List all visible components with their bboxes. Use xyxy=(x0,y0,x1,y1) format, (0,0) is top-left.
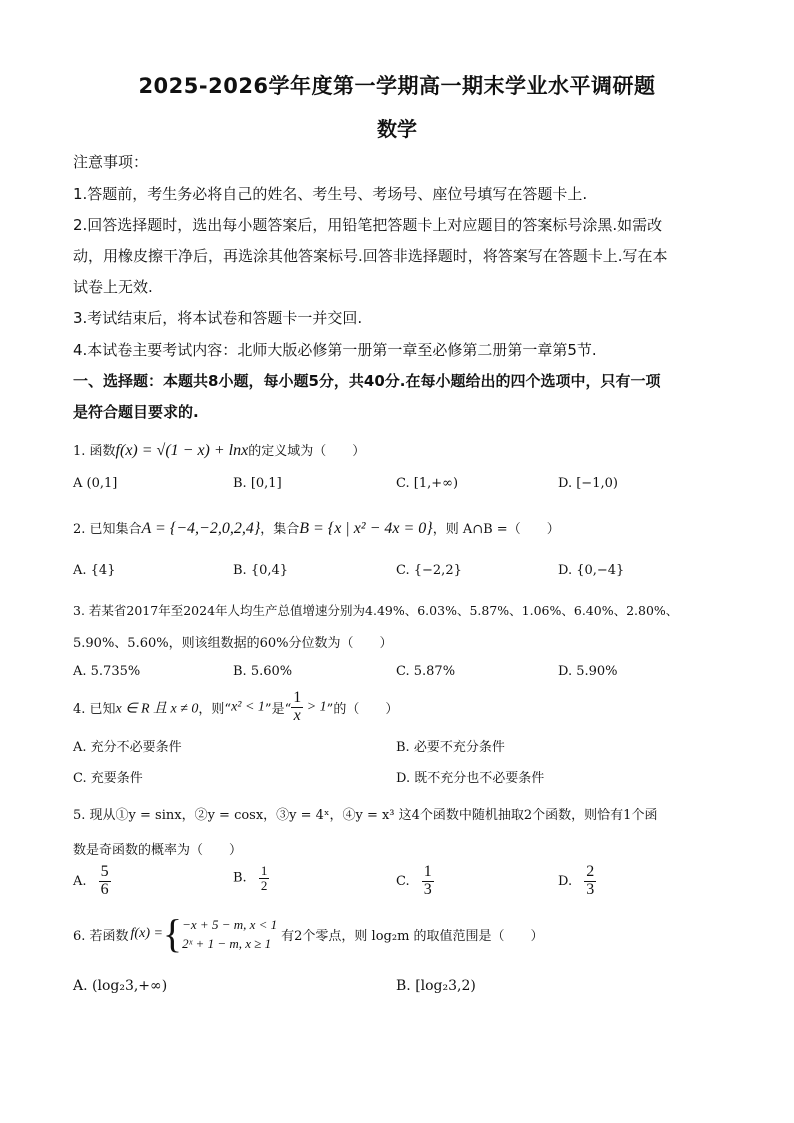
piecewise-brace: { xyxy=(162,911,183,956)
note-1: 1.答题前，考生务必将自己的姓名、考生号、考场号、座位号填写在答题卡上. xyxy=(73,185,588,203)
question-2-set-a: A = {−4,−2,0,2,4} xyxy=(141,520,261,537)
question-2-tail: ，则 A∩B =（ ） xyxy=(432,522,560,537)
note-2-line-1: 2.回答选择题时，选出每小题答案后，用铅笔把答题卡上对应题目的答案标号涂黑.如需改 xyxy=(73,216,663,234)
question-3-option-c: C. 5.87% xyxy=(396,664,456,679)
question-1-option-a: A (0,1] xyxy=(73,476,118,491)
section-heading-line-1: 一、选择题：本题共8小题，每小题5分，共40分.在每小题给出的四个选项中，只有一项 xyxy=(73,372,661,390)
question-5-option-a: A. $\frac{5}{6}$ xyxy=(73,863,109,898)
question-3-line-2: 5.90%、5.60%，则该组数据的60%分位数为（ ） xyxy=(73,636,393,651)
question-1-option-b: B. [0,1] xyxy=(233,476,282,491)
question-1-option-d: D. [−1,0) xyxy=(558,476,618,491)
question-1-option-c: C. [1,+∞) xyxy=(396,476,459,491)
note-2-line-2: 动，用橡皮擦干净后，再选涂其他答案标号.回答非选择题时，将答案写在答题卡上.写在本 xyxy=(73,247,668,265)
note-3: 3.考试结束后，将本试卷和答题卡一并交回. xyxy=(73,309,363,327)
question-6-pieces xyxy=(182,915,277,953)
note-2-line-3: 试卷上无效. xyxy=(73,278,153,296)
question-4-mid-1: ，则“ xyxy=(198,701,232,717)
question-3-option-b: B. 5.60% xyxy=(233,664,293,679)
question-4-mid-2: ”是“ xyxy=(264,701,292,717)
question-4-tail: ”的（ ） xyxy=(326,701,399,717)
question-4-p: x² < 1 xyxy=(231,699,265,715)
question-4-option-d: D. 既不充分也不必要条件 xyxy=(396,771,545,786)
question-1 xyxy=(73,440,365,460)
question-4-option-b: B. 必要不充分条件 xyxy=(396,740,505,755)
question-3-line-1: 3. 若某省2017年至2024年人均生产总值增速分别为4.49%、6.03%、5.87%、1.06%、6.40%、2.80%、 xyxy=(73,603,679,618)
question-2-set-b: B = {x | x² − 4x = 0} xyxy=(299,520,433,537)
subject-title: 数学 xyxy=(377,117,417,141)
question-6-option-b: B. [log₂3,2) xyxy=(396,978,476,994)
notes-heading: 注意事项： xyxy=(73,153,149,171)
question-6-piece-1: −x + 5 − m, x < 1 xyxy=(182,917,278,932)
question-6-stem: 6. 若函数 xyxy=(73,928,129,944)
question-5-option-b: B. $\frac{1}{2}$ xyxy=(233,863,268,893)
exam-title: 2025-2026学年度第一学期高一期末学业水平调研题 xyxy=(138,74,656,98)
question-4-option-a: A. 充分不必要条件 xyxy=(73,740,182,755)
question-2-option-b: B. {0,4} xyxy=(233,563,289,578)
question-1-tail: 的定义域为（ ） xyxy=(248,444,366,459)
section-heading-line-2: 是符合题目要求的. xyxy=(73,403,199,421)
question-2-stem: 2. 已知集合 xyxy=(73,522,142,537)
question-6-option-a: A. (log₂3,+∞) xyxy=(73,978,168,994)
question-3-option-d: D. 5.90% xyxy=(558,664,618,679)
question-5-line-1: 5. 现从①y = sinx，②y = cosx，③y = 4ˣ，④y = x³ 这4个函数中随机抽取2个函数，则恰有1个函 xyxy=(73,808,658,823)
question-6-function: f(x) = xyxy=(130,926,163,941)
question-2-option-a: A. {4} xyxy=(73,563,116,578)
question-4-q-tail: > 1 xyxy=(303,699,327,715)
question-4 xyxy=(73,690,398,725)
question-5-line-2: 数是奇函数的概率为（ ） xyxy=(73,843,243,858)
question-4-stem: 4. 已知 xyxy=(73,701,116,717)
question-4-condition: x ∈ R 且 x ≠ 0 xyxy=(115,701,199,717)
question-2 xyxy=(73,518,560,538)
question-2-option-c: C. {−2,2} xyxy=(396,563,462,578)
question-1-formula: f(x) = √(1 − x) + lnx xyxy=(115,442,249,459)
note-4: 4.本试卷主要考试内容：北师大版必修第一册第一章至必修第二册第一章第5节. xyxy=(73,341,597,359)
question-4-fraction: $\frac{1}{x}$ xyxy=(293,689,302,724)
question-6-piece-2: 2ˣ + 1 − m, x ≥ 1 xyxy=(182,936,272,951)
question-2-option-d: D. {0,−4} xyxy=(558,563,625,578)
question-1-stem: 1. 函数 xyxy=(73,444,116,459)
question-2-mid: ，集合 xyxy=(260,522,300,537)
question-3-option-a: A. 5.735% xyxy=(73,664,141,679)
question-6 xyxy=(73,911,544,956)
question-5-option-d: D. $\frac{2}{3}$ xyxy=(558,863,595,898)
question-6-tail: 有2个零点，则 log₂m 的取值范围是（ ） xyxy=(281,928,544,944)
question-4-option-c: C. 充要条件 xyxy=(73,771,143,786)
question-5-option-c: C. $\frac{1}{3}$ xyxy=(396,863,432,898)
